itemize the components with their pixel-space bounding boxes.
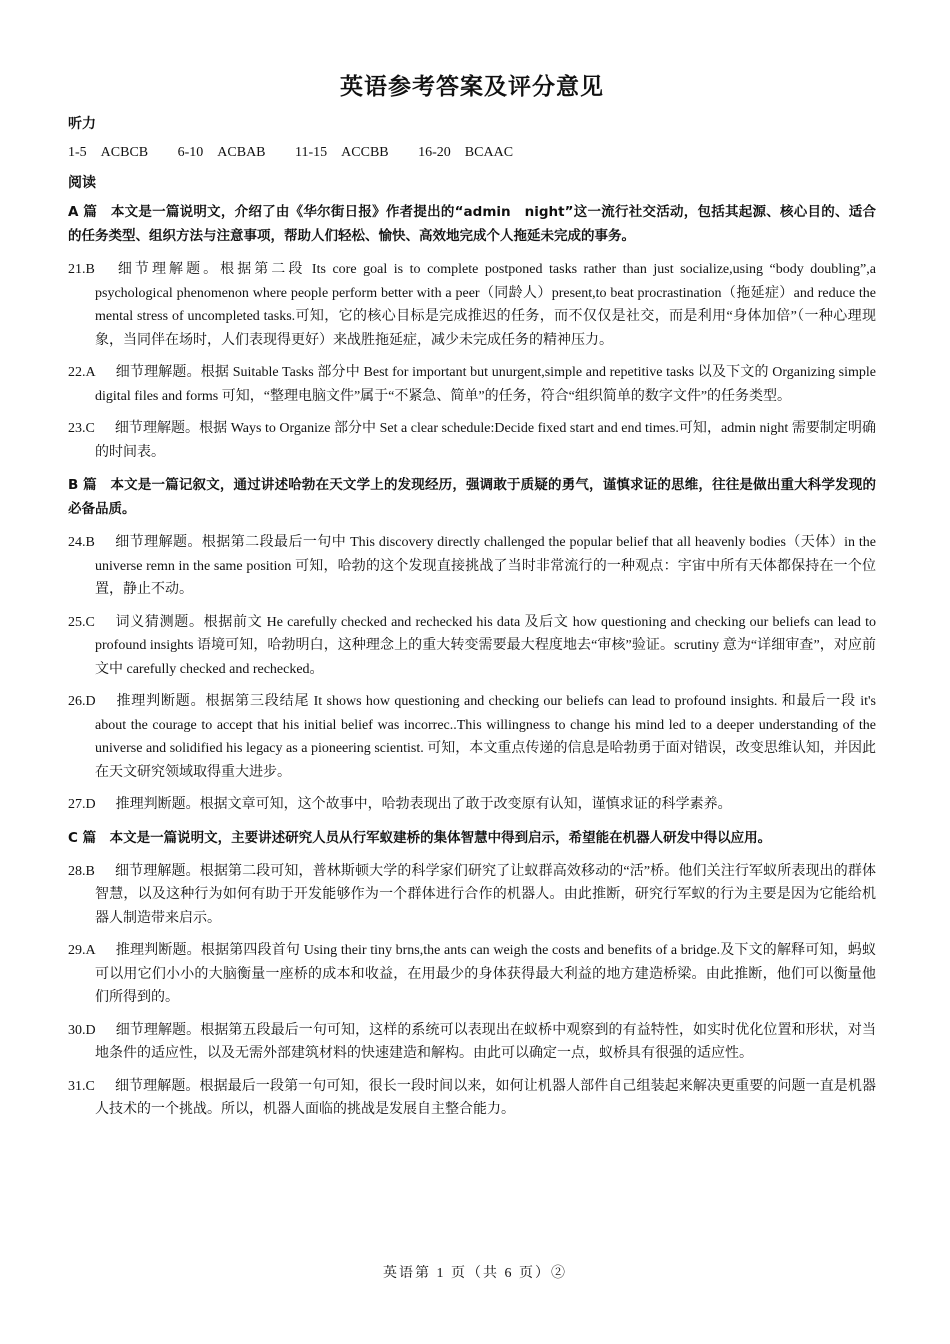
listening-group: 16-20 BCAAC [418, 145, 514, 160]
listening-group: 1-5 ACBCB [68, 145, 149, 160]
answer-number: 26.D [68, 694, 96, 709]
answer-number: 24.B [68, 535, 95, 550]
page-title: 英语参考答案及评分意见 [340, 74, 604, 100]
listening-answers [68, 141, 876, 161]
answer-number: 22.A [68, 365, 96, 380]
answer-number: 28.B [68, 863, 95, 879]
answer-explanation: 细节理解题。根据第五段最后一句可知，这样的系统可以表现出在蚁桥中观察到的有益特性，如实时优化位置和形状，对当地条件的适应性，以及无需外部建筑材料的快速建造和解构。由此可以确定一点，蚁桥具有很强的适应性。 [95, 1022, 876, 1061]
listening-group: 11-15 ACCBB [295, 145, 389, 160]
question-24 [68, 531, 876, 602]
answer-number: 23.C [68, 421, 95, 436]
answer-number: 31.C [68, 1078, 95, 1094]
question-21 [68, 258, 876, 352]
listening-group: 6-10 ACBAB [177, 145, 266, 160]
answer-number: 27.D [68, 797, 96, 812]
listening-heading: 听力 [68, 116, 96, 132]
passage-a-intro: A 篇 本文是一篇说明文，介绍了由《华尔街日报》作者提出的“admin night”这一流行社交活动，包括其起源、核心目的、适合的任务类型、组织方法与注意事项，帮助人们轻松、愉快、高效地完成个人拖延未完成的事务。 [68, 204, 876, 244]
question-25 [68, 611, 876, 682]
answer-explanation: 词义猜测题。根据前文 He carefully checked and rechecked his data 及后文 how questioning and checking our beliefs can lead to profound insights 语境可知，哈勃明白，这种理念上的重大转变需要最大程度地去“审核”验证。scrutiny 意为“详细审查”，对应前文中 carefully checked and rechecked。 [95, 614, 876, 677]
answer-explanation: 细节理解题。根据第二段可知，普林斯顿大学的科学家们研究了让蚁群高效移动的“活”桥。他们关注行军蚁所表现出的群体智慧，以及这种行为如何有助于开发能够作为一个群体进行合作的机器人。由此推断，研究行军蚁的行为主要是因为它能给机器人制造带来启示。 [95, 863, 876, 926]
answer-number: 30.D [68, 1022, 96, 1038]
question-23 [68, 417, 876, 464]
answer-explanation: 细节理解题。根据 Suitable Tasks 部分中 Best for important but unurgent,simple and repetitive tasks 以及下文的 Organizing simple digital files and forms 可知，“整理电脑文件”属于“不紧急、简单”的任务，符合“组织简单的数字文件”的任务类型。 [95, 365, 876, 404]
question-31 [68, 1075, 876, 1122]
answer-number: 25.C [68, 614, 95, 630]
answer-explanation: 细节理解题。根据 Ways to Organize 部分中 Set a clear schedule:Decide fixed start and end times.可知，admin night 需要制定明确的时间表。 [95, 421, 876, 460]
question-27 [68, 793, 876, 817]
answer-number: 21.B [68, 262, 95, 277]
answer-explanation: 细节理解题。根据第二段最后一句中 This discovery directly challenged the popular belief that all heavenly bodies（天体）in the universe remn in the same position 可知，哈勃的这个发现直接挑战了当时非常流行的一种观点：宇宙中所有天体都保持在一个位置，静止不动。 [95, 535, 876, 597]
answer-explanation: 细节理解题。根据第二段 Its core goal is to complete postponed tasks rather than just socialize,using “body doubling”,a psychological phenomenon where people perform better with a peer（同龄人）present,to beat procrastination（拖延症）and reduce the mental stress of uncompleted tasks.可知，它的核心目标是完成推迟的任务，而不仅仅是社交，而是利用“身体加倍”（一种心理现象，当同伴在场时，人们表现得更好）来战胜拖延症，减少未完成任务的精神压力。 [95, 262, 876, 348]
answer-number: 29.A [68, 943, 96, 958]
page-footer: 英语第 1 页（共 6 页）② [383, 1266, 567, 1281]
passage-b-intro: B 篇 本文是一篇记叙文，通过讲述哈勃在天文学上的发现经历，强调敢于质疑的勇气，谨慎求证的思维，往往是做出重大科学发现的必备品质。 [68, 477, 876, 517]
question-29 [68, 939, 876, 1010]
answer-sheet-page [68, 68, 876, 1131]
question-22 [68, 361, 876, 408]
question-28 [68, 860, 876, 931]
answer-explanation: 细节理解题。根据最后一段第一句可知，很长一段时间以来，如何让机器人部件自己组装起来解决更重要的问题一直是机器人技术的一个挑战。所以，机器人面临的挑战是发展自主整合能力。 [95, 1078, 876, 1117]
reading-heading: 阅读 [68, 175, 96, 191]
answer-explanation: 推理判断题。根据第三段结尾 It shows how questioning and checking our beliefs can lead to profound insights. 和最后一段 it's about the courage to accept that his initial belief was incorrec..This willingness to change his mind led to a deeper understanding of the universe and solidified his legacy as a pioneering scientist. 可知，本文重点传递的信息是哈勃勇于面对错误，改变思维认知，并因此在天文研究领域取得重大进步。 [95, 694, 876, 780]
passage-c-intro: C 篇 本文是一篇说明文，主要讲述研究人员从行军蚁建桥的集体智慧中得到启示，希望能在机器人研发中得以应用。 [68, 829, 772, 846]
question-26 [68, 690, 876, 784]
answer-explanation: 推理判断题。根据文章可知，这个故事中，哈勃表现出了敢于改变原有认知，谨慎求证的科学素养。 [115, 797, 732, 812]
question-30 [68, 1019, 876, 1066]
answer-explanation: 推理判断题。根据第四段首句 Using their tiny brns,the ants can weigh the costs and benefits of a bridge.及下文的解释可知，蚂蚁可以用它们小小的大脑衡量一座桥的成本和收益，在用最少的身体获得最大利益的地方建造桥梁。由此推断，他们可以衡量他们所得到的。 [95, 943, 876, 1005]
